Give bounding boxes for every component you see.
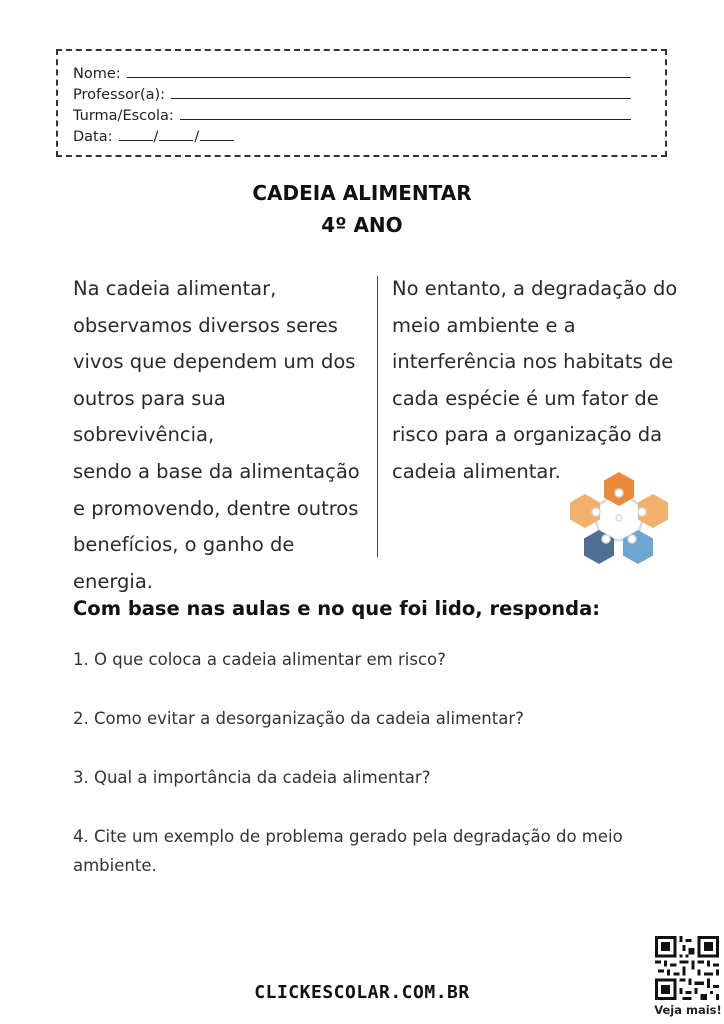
text-line: benefícios, o ganho de bbox=[73, 533, 295, 557]
text-line: observamos diversos seres bbox=[73, 313, 338, 337]
date-year-line[interactable] bbox=[200, 140, 234, 141]
teacher-label: Professor(a): bbox=[73, 87, 166, 103]
date-row: Data: / / bbox=[73, 123, 234, 145]
text-line: risco para a organização da bbox=[392, 423, 663, 447]
question-1: 1. O que coloca a cadeia alimentar em risco? bbox=[73, 650, 446, 669]
date-label: Data: bbox=[73, 129, 113, 145]
class-line[interactable] bbox=[180, 119, 631, 120]
left-paragraph bbox=[73, 271, 373, 600]
question-2: 2. Como evitar a desorganização da cadeia alimentar? bbox=[73, 709, 524, 728]
name-line[interactable] bbox=[127, 77, 631, 78]
teacher-line[interactable] bbox=[171, 98, 631, 99]
page-title: CADEIA ALIMENTAR bbox=[252, 181, 472, 205]
column-divider bbox=[377, 276, 378, 557]
hexagon-bottom-left bbox=[584, 530, 614, 564]
text-line: outros para sua sobrevivência, bbox=[73, 386, 226, 447]
question-3: 3. Qual a importância da cadeia alimentar? bbox=[73, 768, 431, 787]
name-label: Nome: bbox=[73, 66, 121, 82]
name-row bbox=[73, 60, 631, 82]
text-line: interferência nos habitats de bbox=[392, 350, 674, 374]
class-row bbox=[73, 102, 631, 124]
text-line: sendo a base da alimentação bbox=[73, 459, 360, 483]
grade-subtitle: 4º ANO bbox=[321, 213, 403, 237]
teacher-row bbox=[73, 81, 631, 103]
qr-label: Veja mais! bbox=[654, 1003, 722, 1017]
right-paragraph bbox=[392, 271, 692, 491]
instructions-heading: Com base nas aulas e no que foi lido, responda: bbox=[73, 597, 601, 620]
hexagon-network-icon bbox=[566, 468, 672, 568]
date-day-line[interactable] bbox=[119, 140, 153, 141]
text-line: vivos que dependem um dos bbox=[73, 350, 356, 374]
hexagon-bottom-right bbox=[623, 530, 653, 564]
text-line: energia. bbox=[73, 569, 153, 593]
date-month-line[interactable] bbox=[159, 140, 193, 141]
text-line: e promovendo, dentre outros bbox=[73, 496, 359, 520]
text-line: meio ambiente e a bbox=[392, 313, 576, 337]
qr-code-icon[interactable] bbox=[655, 936, 719, 1000]
text-line: No entanto, a degradação do bbox=[392, 277, 678, 300]
text-line: Na cadeia alimentar, bbox=[73, 277, 277, 300]
class-label: Turma/Escola: bbox=[73, 108, 174, 124]
site-url[interactable]: CLICKESCOLAR.COM.BR bbox=[254, 982, 470, 1003]
text-line: cada espécie é um fator de bbox=[392, 386, 659, 410]
text-line: cadeia alimentar. bbox=[392, 459, 561, 483]
student-info-box bbox=[56, 49, 667, 157]
question-4: 4. Cite um exemplo de problema gerado pela degradação do meio ambiente. bbox=[73, 827, 623, 875]
